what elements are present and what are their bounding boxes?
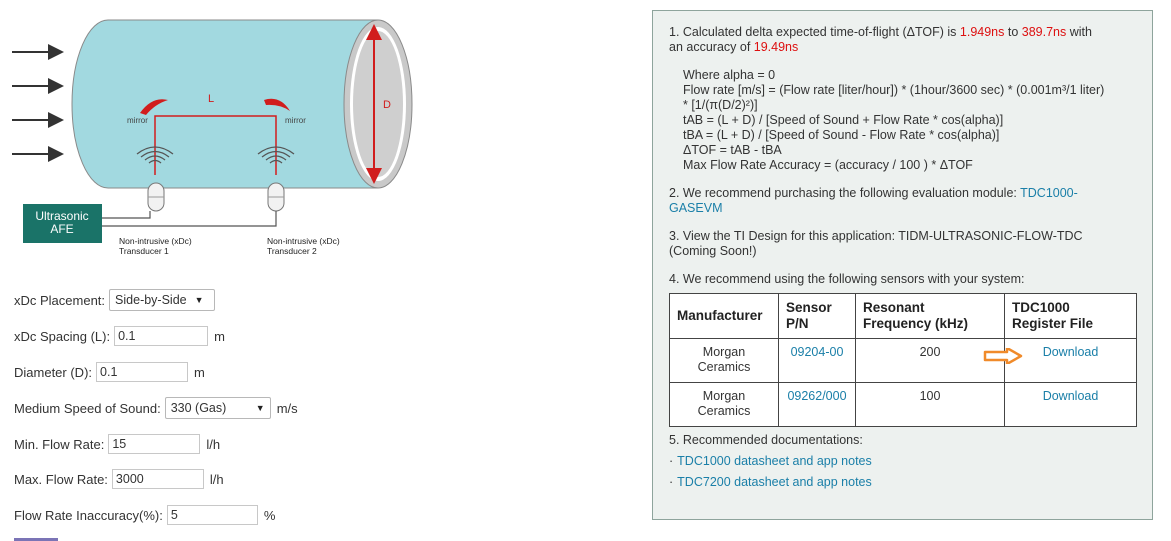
inaccuracy-input[interactable]: [167, 505, 258, 525]
afe-label-line1: Ultrasonic: [35, 209, 89, 223]
formula-line: tAB = (L + D) / [Speed of Sound + Flow Rate * cos(alpha)]: [683, 113, 1004, 127]
result-item-1-to: to: [1004, 25, 1022, 39]
sensor-table: [669, 293, 1137, 427]
col-resonant-frequency: Resonant Frequency (kHz): [856, 294, 1005, 339]
transducer-1-label-line2: Transducer 1: [119, 246, 169, 256]
flow-meter-diagram: [0, 0, 640, 270]
inaccuracy-row: [14, 503, 275, 527]
result-item-5: 5. Recommended documentations:: [669, 433, 863, 447]
register-file-cell: [1005, 339, 1137, 383]
sensor-pn-link[interactable]: 09262/000: [787, 389, 847, 403]
sensor-pn-link[interactable]: 09204-00: [790, 345, 844, 359]
result-item-1: [669, 25, 1136, 55]
max-flow-input[interactable]: [112, 469, 204, 489]
result-item-3-text: 3. View the TI Design for this application: TIDM-ULTRASONIC-FLOW-TDC: [669, 229, 1083, 243]
manufacturer-cell: Morgan Ceramics: [670, 339, 779, 383]
result-item-3-note: (Coming Soon!): [669, 244, 757, 258]
arrow-right-icon: [983, 348, 1023, 364]
tof-max-value: 389.7ns: [1021, 25, 1067, 39]
xdc-placement-label: xDc Placement:: [14, 292, 106, 308]
pipe-body: [72, 20, 378, 188]
speed-of-sound-value: 330 (Gas): [170, 401, 227, 415]
transducer-2-label-line2: Transducer 2: [267, 246, 317, 256]
formula-line: Max Flow Rate Accuracy = (accuracy / 100 ) * ΔTOF: [683, 158, 973, 172]
min-flow-input[interactable]: [108, 434, 200, 454]
tdc7200-docs-link[interactable]: TDC7200 datasheet and app notes: [677, 475, 872, 489]
results-panel: [652, 10, 1153, 520]
download-link[interactable]: Download: [1042, 345, 1099, 359]
table-row: [670, 383, 1137, 427]
formula-line: Flow rate [m/s] = (Flow rate [liter/hour]) * (1hour/3600 sec) * (0.001m³/1 liter): [683, 83, 1105, 97]
manufacturer-cell: Morgan Ceramics: [670, 383, 779, 427]
diameter-label: Diameter (D):: [14, 364, 93, 380]
bullet-icon: ·: [669, 454, 674, 468]
formula-line: * [1/(π(D/2)²)]: [683, 98, 758, 112]
result-item-2-text: 2. We recommend purchasing the following evaluation module:: [669, 186, 1021, 200]
xdc-spacing-label: xDc Spacing (L):: [14, 328, 111, 344]
inaccuracy-unit: %: [263, 507, 276, 523]
frequency-cell: 100: [856, 383, 1005, 427]
result-item-3: [669, 229, 1136, 259]
afe-wiring: [102, 211, 276, 226]
xdc-placement-value: Side-by-Side: [115, 293, 187, 307]
diameter-label: D: [383, 99, 391, 111]
sensor-pn-cell: [779, 339, 856, 383]
col-sensor-pn: Sensor P/N: [779, 294, 856, 339]
bullet-icon: ·: [669, 475, 674, 489]
max-flow-row: [14, 467, 224, 491]
chevron-down-icon: ▼: [194, 295, 204, 305]
evm-link[interactable]: TDC1000-: [1020, 186, 1078, 200]
xdc-placement-select[interactable]: [109, 289, 215, 311]
chevron-down-icon: ▼: [255, 403, 265, 413]
result-item-4: 4. We recommend using the following sensors with your system:: [669, 272, 1025, 286]
col-manufacturer: Manufacturer: [670, 294, 779, 339]
diameter-row: [14, 360, 205, 384]
formula-line: tBA = (L + D) / [Speed of Sound - Flow Rate * cos(alpha)]: [683, 128, 1000, 142]
doc-list-item: [669, 475, 1136, 490]
speed-of-sound-label: Medium Speed of Sound:: [14, 400, 161, 416]
speed-of-sound-row: [14, 396, 298, 420]
frequency-cell: 200: [856, 339, 1005, 383]
xdc-placement-row: [14, 288, 215, 312]
doc-list-item: [669, 454, 1136, 469]
min-flow-row: [14, 432, 220, 456]
max-flow-unit: l/h: [209, 471, 224, 487]
result-item-2: [669, 186, 1136, 216]
col-register-file: TDC1000 Register File: [1005, 294, 1137, 339]
diameter-input[interactable]: [96, 362, 188, 382]
register-file-cell: [1005, 383, 1137, 427]
tdc1000-docs-link[interactable]: TDC1000 datasheet and app notes: [677, 454, 872, 468]
tof-min-value: 1.949ns: [959, 25, 1005, 39]
accuracy-value: 19.49ns: [753, 40, 799, 54]
flow-direction-arrows: [12, 52, 62, 154]
xdc-spacing-row: [14, 324, 225, 348]
result-item-1-with: with: [1066, 25, 1092, 39]
diameter-unit: m: [194, 364, 205, 380]
inaccuracy-label: Flow Rate Inaccuracy(%):: [14, 507, 163, 523]
accuracy-prefix: an accuracy of: [669, 40, 754, 54]
max-flow-label: Max. Flow Rate:: [14, 471, 108, 487]
mirror-left-label: mirror: [127, 116, 148, 125]
transducer-2-label-line1: Non-intrusive (xDc): [267, 236, 340, 246]
result-item-1-text: 1. Calculated delta expected time-of-flight (ΔTOF) is: [669, 25, 960, 39]
min-flow-label: Min. Flow Rate:: [14, 436, 105, 452]
mirror-right-label: mirror: [285, 116, 306, 125]
table-row: [670, 339, 1137, 383]
spacing-label: L: [208, 93, 215, 105]
table-header-row: [670, 294, 1137, 339]
transducer-2: [268, 183, 284, 211]
formula-line: Where alpha = 0: [683, 68, 776, 82]
formula-block: [683, 68, 1136, 173]
formula-line: ΔTOF = tAB - tBA: [683, 143, 782, 157]
min-flow-unit: l/h: [206, 436, 221, 452]
transducer-1-label-line1: Non-intrusive (xDc): [119, 236, 192, 246]
evm-link-continued[interactable]: GASEVM: [669, 201, 723, 215]
afe-label-line2: AFE: [50, 222, 74, 236]
speed-of-sound-unit: m/s: [276, 400, 298, 416]
xdc-spacing-unit: m: [214, 328, 225, 344]
speed-of-sound-select[interactable]: [165, 397, 271, 419]
download-link[interactable]: Download: [1042, 389, 1099, 403]
transducer-1: [148, 183, 164, 211]
xdc-spacing-input[interactable]: [114, 326, 208, 346]
sensor-pn-cell: [779, 383, 856, 427]
